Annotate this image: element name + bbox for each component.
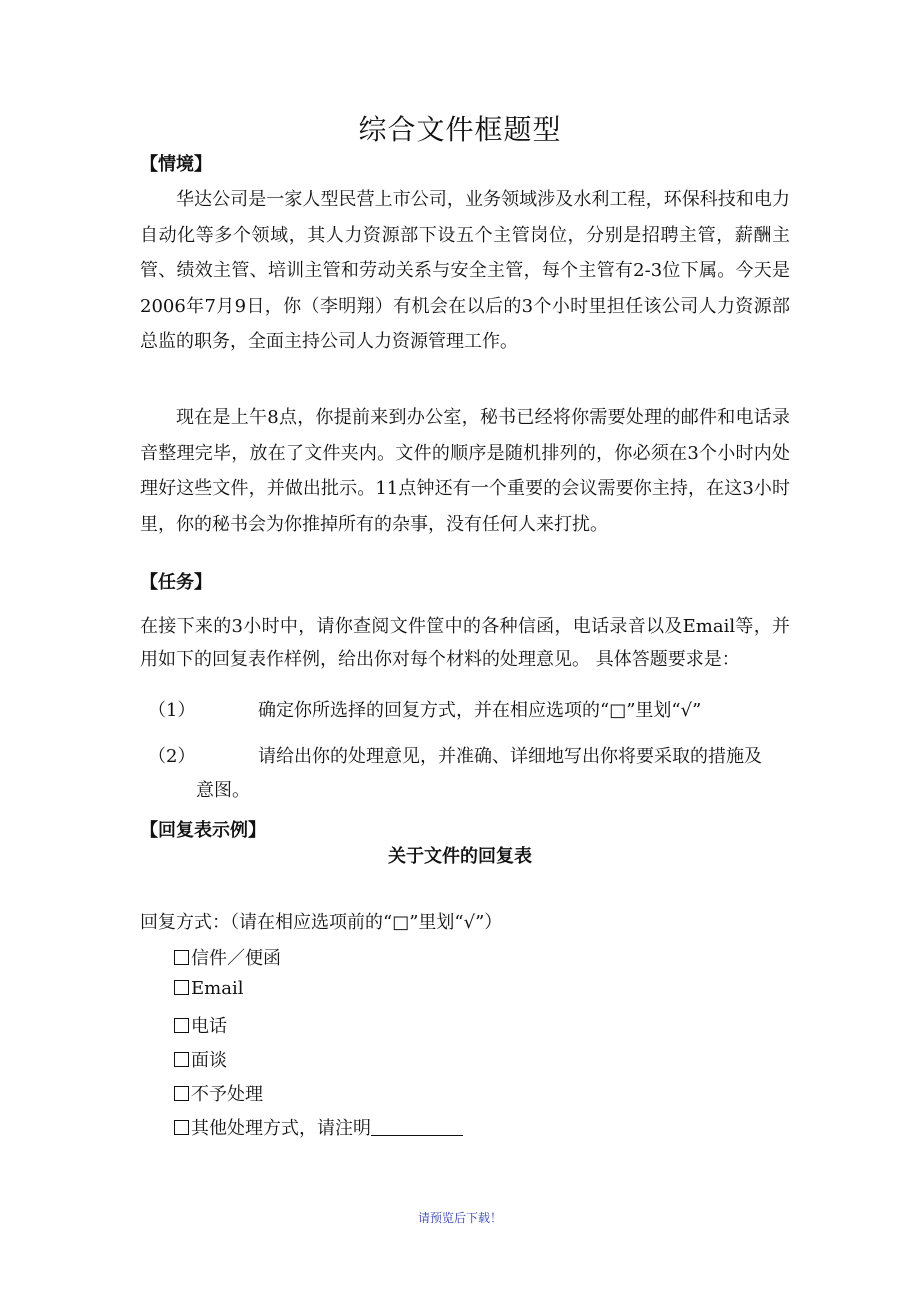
checkbox-icon[interactable] xyxy=(174,950,189,965)
option-label: 电话 xyxy=(191,1016,227,1037)
document-title: 综合文件框题型 xyxy=(358,113,562,146)
option-other[interactable] xyxy=(174,1114,463,1140)
option-label: 信件／便函 xyxy=(191,948,281,969)
requirement-text: 确定你所选择的回复方式，并在相应选项的“□”里划“√” xyxy=(258,700,702,721)
checkbox-icon[interactable] xyxy=(174,980,189,995)
form-title: 关于文件的回复表 xyxy=(388,846,532,867)
checkbox-icon[interactable] xyxy=(174,1086,189,1101)
example-heading: 【回复表示例】 xyxy=(140,820,266,841)
requirement-number: （1） xyxy=(148,700,196,721)
option-no-action[interactable] xyxy=(174,1080,263,1106)
option-letter-memo[interactable] xyxy=(174,944,281,970)
requirement-text: 请给出你的处理意见，并准确、详细地写出你将要采取的措施及 xyxy=(258,746,762,767)
requirement-1 xyxy=(148,694,788,728)
situation-paragraph-1: 华达公司是一家人型民营上市公司，业务领域涉及水利工程，环保科技和电力自动化等多个领域，其人力资源部下设五个主管岗位，分别是招聘主管，薪酬主管、绩效主管、培训主管和劳动关系与安全主管，每个主管有2-3位下属。今天是2006年7月9日，你（李明翔）有机会在以后的3个小时里担任该公司人力资源部总监的职务，全面主持公司人力资源管理工作。 xyxy=(140,189,790,352)
requirement-2 xyxy=(148,740,788,808)
option-label: 其他处理方式，请注明 xyxy=(191,1118,371,1139)
checkbox-icon[interactable] xyxy=(174,1120,189,1135)
checkbox-icon[interactable] xyxy=(174,1052,189,1067)
option-label: Email xyxy=(191,978,244,999)
requirement-number: （2） xyxy=(148,746,196,767)
task-heading: 【任务】 xyxy=(140,572,212,593)
option-phone[interactable] xyxy=(174,1012,227,1038)
situation-paragraph-2: 现在是上午8点，你提前来到办公室，秘书已经将你需要处理的邮件和电话录音整理完毕，放在了文件夹内。文件的顺序是随机排列的，你必须在3个小时内处理好这些文件，并做出批示。11点钟还有一个重要的会议需要你主持，在这3小时里，你的秘书会为你推掉所有的杂事，没有任何人来打扰。 xyxy=(140,407,790,535)
option-label: 不予处理 xyxy=(191,1084,263,1105)
requirement-text-continued: 意图。 xyxy=(196,780,250,801)
task-paragraph: 在接下来的3小时中，请你查阅文件筐中的各种信函，电话录音以及Email等，并用如下的回复表作样例，给出你对每个材料的处理意见。 具体答题要求是： xyxy=(140,616,790,670)
fill-in-blank[interactable] xyxy=(371,1119,463,1136)
reply-method-prompt: 回复方式：（请在相应选项前的“□”里划“√”） xyxy=(140,912,503,933)
option-email[interactable] xyxy=(174,978,243,999)
download-footer-note: 请预览后下载！ xyxy=(417,1211,502,1225)
checkbox-icon[interactable] xyxy=(174,1018,189,1033)
situation-heading: 【情境】 xyxy=(140,154,212,175)
option-interview[interactable] xyxy=(174,1046,227,1072)
option-label: 面谈 xyxy=(191,1050,227,1071)
